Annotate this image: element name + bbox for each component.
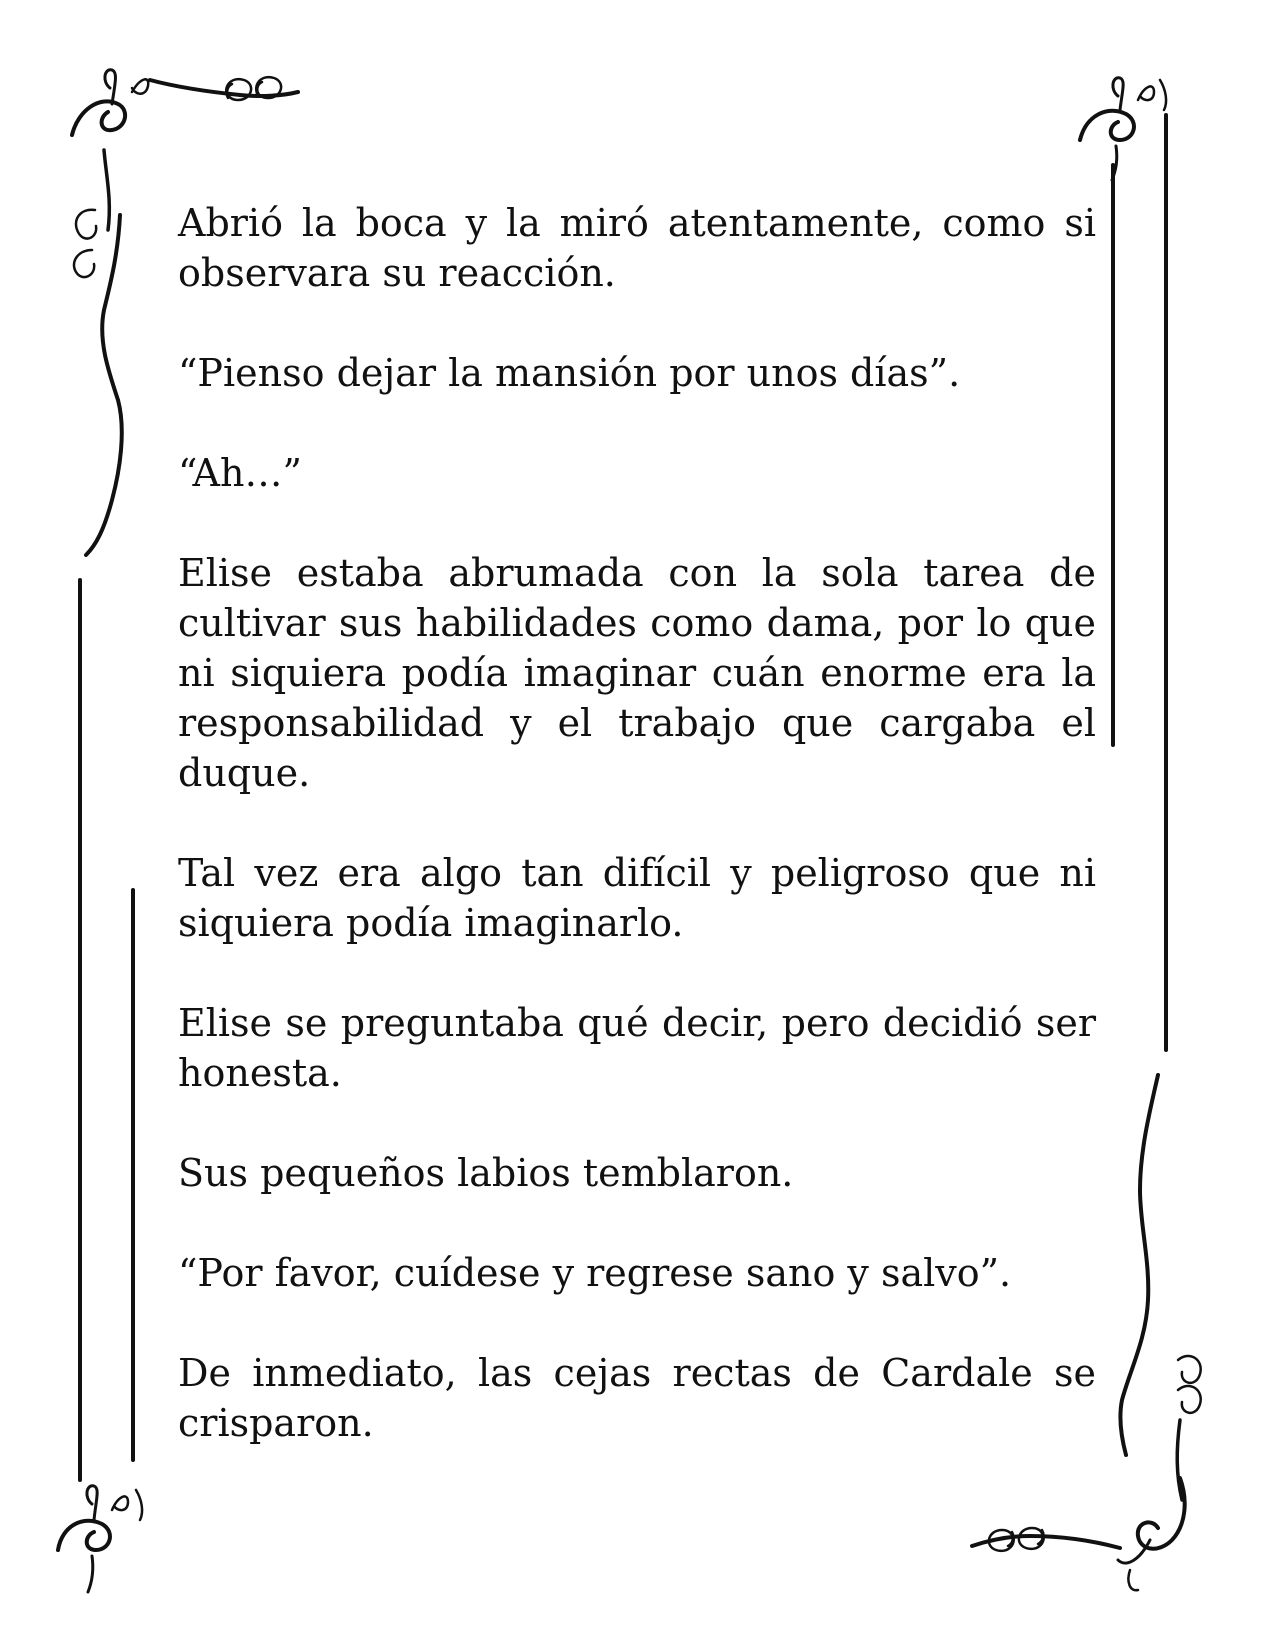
bottom-left-flourish bbox=[58, 1486, 142, 1592]
paragraph: Sus pequeños labios temblaron. bbox=[178, 1151, 794, 1195]
paragraph: De inmediato, las cejas rectas de Cardale se crisparon. bbox=[178, 1351, 1096, 1445]
paragraph: Tal vez era algo tan difícil y peligroso que ni siquiera podía imaginarlo. bbox=[178, 851, 1096, 945]
paragraph: “Por favor, cuídese y regrese sano y salvo”. bbox=[178, 1251, 1012, 1295]
paragraph: “Ah…” bbox=[178, 451, 302, 495]
paragraph: Elise se preguntaba qué decir, pero decidió ser honesta. bbox=[178, 1001, 1096, 1095]
paragraph: “Pienso dejar la mansión por unos días”. bbox=[178, 351, 961, 395]
story-text bbox=[178, 198, 1096, 1448]
paragraph: Elise estaba abrumada con la sola tarea de cultivar sus habilidades como dama, por lo que ni siquiera podía imaginar cuán enorme era la responsabilidad y el trabajo que cargaba el duque. bbox=[178, 551, 1096, 795]
top-right-flourish bbox=[1080, 78, 1166, 180]
paragraph: Abrió la boca y la miró atentamente, como si observara su reacción. bbox=[178, 201, 1096, 295]
